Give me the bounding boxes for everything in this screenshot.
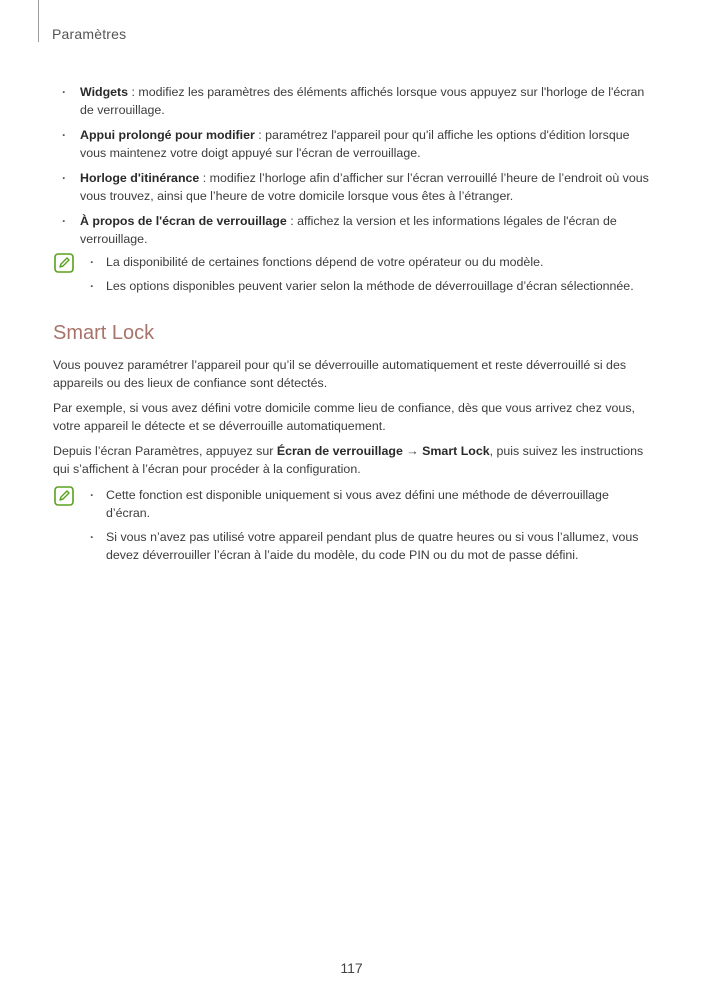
menu-lock-screen: Écran de verrouillage [276, 444, 403, 458]
note-item: · La disponibilité de certaines fonctions dépend de votre opérateur ou du modèle. [88, 253, 648, 271]
paragraph-instructions [53, 442, 649, 478]
note-list-1 [88, 253, 648, 301]
page-number: 117 [340, 960, 363, 976]
header-rule [38, 0, 39, 42]
instructions-text-start: Depuis l’écran Paramètres, appuyez sur [53, 444, 277, 458]
desc-roaming-clock: : modifiez l’horloge afin d’afficher sur l’écran verrouillé l’heure de l’endroit où vous vous trouvez, ainsi que l’heure de votre domicile lorsque vous êtes à l’étranger. [80, 171, 649, 203]
term-about-lock-screen: À propos de l'écran de verrouillage [80, 214, 287, 228]
list-item [60, 212, 650, 248]
term-widgets: Widgets [80, 85, 129, 99]
note-list-2 [88, 486, 648, 570]
menu-smart-lock: Smart Lock [422, 444, 490, 458]
note-item: · Les options disponibles peuvent varier selon la méthode de déverrouillage d’écran sélectionnée. [88, 277, 648, 295]
note-pencil-icon [54, 486, 74, 506]
term-roaming-clock: Horloge d'itinérance [80, 171, 200, 185]
section-title: Smart Lock [53, 322, 155, 344]
desc-about-lock-screen: : affichez la version et les informations légales de l'écran de verrouillage. [80, 214, 617, 246]
term-long-press: Appui prolongé pour modifier [80, 128, 255, 142]
instructions-text-end: , puis suivez les instructions qui s’affichent à l’écran pour procéder à la configuration. [53, 444, 644, 476]
desc-widgets: : modifiez les paramètres des éléments affichés lorsque vous appuyez sur l'horloge de l'écran de verrouillage. [80, 85, 645, 117]
list-item [60, 169, 650, 205]
list-item [60, 83, 650, 119]
note-item: · Si vous n’avez pas utilisé votre appareil pendant plus de quatre heures ou si vous l’allumez, vous devez déverrouiller l’écran à l’aide du modèle, du code PIN ou du mot de passe défini. [88, 528, 648, 564]
desc-long-press: : paramétrez l'appareil pour qu'il affiche les options d'édition lorsque vous maintenez votre doigt appuyé sur l'écran de verrouillage. [80, 128, 630, 160]
settings-list [60, 83, 650, 255]
note-pencil-icon [54, 253, 74, 273]
note-item: · Cette fonction est disponible uniquement si vous avez défini une méthode de déverrouillage d’écran. [88, 486, 648, 522]
paragraph-intro: Vous pouvez paramétrer l’appareil pour qu’il se déverrouille automatiquement et reste déverrouillé si des appareils ou des lieux de confiance sont détectés. [53, 358, 627, 390]
list-item [60, 126, 650, 162]
paragraph-example: Par exemple, si vous avez défini votre domicile comme lieu de confiance, dès que vous arrivez chez vous, votre appareil le détecte et se déverrouille automatiquement. [53, 401, 635, 433]
header-title: Paramètres [52, 26, 127, 42]
arrow-separator: → [402, 444, 423, 458]
